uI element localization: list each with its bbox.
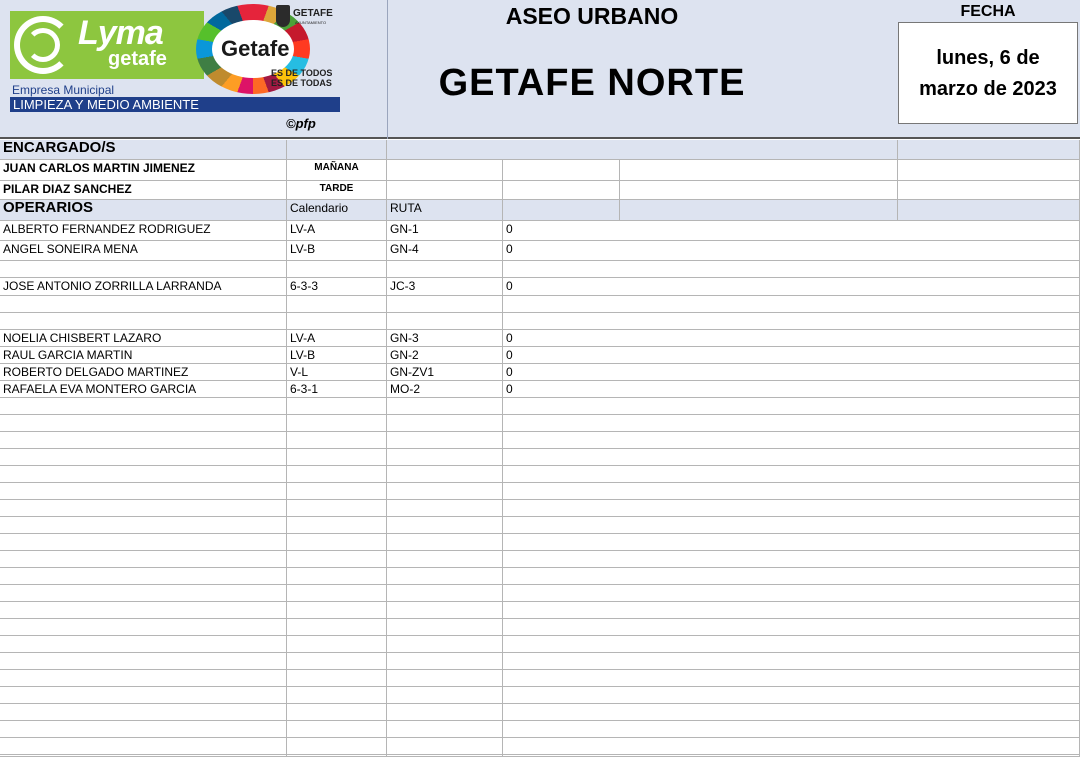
operario-name[interactable] bbox=[0, 261, 287, 277]
cell[interactable] bbox=[287, 415, 387, 431]
cell[interactable] bbox=[387, 517, 503, 533]
cell[interactable] bbox=[387, 466, 503, 482]
empty-row bbox=[0, 432, 1080, 449]
ayuntamiento-text: AYUNTAMIENTO bbox=[295, 20, 327, 25]
encargado-row bbox=[0, 181, 1080, 200]
empty-row bbox=[0, 466, 1080, 483]
cell[interactable] bbox=[0, 687, 287, 703]
cell[interactable] bbox=[503, 449, 1080, 465]
cell[interactable] bbox=[387, 670, 503, 686]
operario-valor[interactable]: 0 bbox=[503, 381, 1080, 397]
cell[interactable] bbox=[287, 398, 387, 414]
cell[interactable] bbox=[287, 721, 387, 737]
cell[interactable] bbox=[387, 738, 503, 754]
operario-ruta[interactable]: MO-2 bbox=[387, 381, 503, 397]
fecha-value bbox=[899, 43, 1077, 105]
encargado-name[interactable]: JUAN CARLOS MARTIN JIMENEZ bbox=[0, 160, 287, 180]
encargado-turno[interactable]: MAÑANA bbox=[287, 160, 387, 180]
cell[interactable] bbox=[387, 687, 503, 703]
cell[interactable] bbox=[287, 449, 387, 465]
cell[interactable] bbox=[503, 534, 1080, 550]
cell[interactable] bbox=[0, 636, 287, 652]
operario-calendario[interactable] bbox=[287, 313, 387, 329]
cell[interactable] bbox=[0, 398, 287, 414]
cell[interactable] bbox=[387, 551, 503, 567]
cell[interactable] bbox=[503, 653, 1080, 669]
empty-row bbox=[0, 704, 1080, 721]
page-subtitle: GETAFE NORTE bbox=[438, 62, 746, 104]
slogan bbox=[271, 68, 332, 88]
empty-row bbox=[0, 670, 1080, 687]
operario-name[interactable]: JOSE ANTONIO ZORRILLA LARRANDA bbox=[0, 278, 287, 295]
cell[interactable] bbox=[287, 670, 387, 686]
encargado-name[interactable]: PILAR DIAZ SANCHEZ bbox=[0, 181, 287, 199]
cell[interactable] bbox=[503, 181, 620, 199]
operarios-header-row bbox=[0, 200, 1080, 221]
operario-row bbox=[0, 221, 1080, 241]
operario-name[interactable]: ROBERTO DELGADO MARTINEZ bbox=[0, 364, 287, 380]
cell[interactable] bbox=[0, 721, 287, 737]
operario-ruta[interactable] bbox=[387, 261, 503, 277]
operario-row bbox=[0, 381, 1080, 398]
operario-ruta[interactable] bbox=[387, 296, 503, 312]
cell[interactable] bbox=[620, 200, 898, 220]
empty-row bbox=[0, 483, 1080, 500]
cell[interactable] bbox=[387, 653, 503, 669]
empty-row bbox=[0, 517, 1080, 534]
cell[interactable] bbox=[898, 160, 1080, 180]
cell[interactable] bbox=[287, 534, 387, 550]
cell[interactable] bbox=[387, 398, 503, 414]
lyma-logo-sub: getafe bbox=[108, 48, 167, 70]
cell[interactable] bbox=[0, 500, 287, 516]
cell[interactable] bbox=[503, 551, 1080, 567]
cell[interactable] bbox=[287, 636, 387, 652]
copyright-pfp: ©pfp bbox=[286, 116, 316, 131]
cell[interactable] bbox=[0, 738, 287, 754]
operarios-label[interactable]: OPERARIOS bbox=[0, 200, 287, 220]
calendario-header[interactable]: Calendario bbox=[287, 200, 387, 220]
cell[interactable] bbox=[387, 483, 503, 499]
cell[interactable] bbox=[503, 687, 1080, 703]
getafe-logo-text: Getafe bbox=[221, 36, 290, 61]
cell[interactable] bbox=[503, 200, 620, 220]
operario-valor[interactable] bbox=[503, 313, 1080, 329]
cell[interactable] bbox=[287, 704, 387, 720]
cell[interactable] bbox=[0, 619, 287, 635]
cell[interactable] bbox=[503, 415, 1080, 431]
cell[interactable] bbox=[503, 704, 1080, 720]
encargado-turno[interactable]: TARDE bbox=[287, 181, 387, 199]
cell[interactable] bbox=[387, 181, 503, 199]
cell[interactable] bbox=[0, 517, 287, 533]
cell[interactable] bbox=[503, 755, 1080, 756]
cell[interactable] bbox=[503, 483, 1080, 499]
cell[interactable] bbox=[287, 500, 387, 516]
cell[interactable] bbox=[387, 140, 898, 159]
page-title: ASEO URBANO bbox=[505, 3, 679, 29]
cell[interactable] bbox=[387, 415, 503, 431]
cell[interactable] bbox=[287, 653, 387, 669]
cell[interactable] bbox=[287, 568, 387, 584]
empty-row bbox=[0, 500, 1080, 517]
operario-calendario[interactable]: LV-A bbox=[287, 221, 387, 240]
empty-row bbox=[0, 653, 1080, 670]
cell[interactable] bbox=[503, 432, 1080, 448]
empty-row bbox=[0, 415, 1080, 432]
fecha-cell[interactable] bbox=[898, 22, 1078, 124]
lyma-swirl-inner-icon bbox=[26, 28, 60, 62]
sheet-header bbox=[0, 0, 1080, 139]
operario-valor[interactable] bbox=[503, 261, 1080, 277]
cell[interactable] bbox=[503, 738, 1080, 754]
cell[interactable] bbox=[898, 200, 1080, 220]
empty-row bbox=[0, 449, 1080, 466]
empty-row bbox=[0, 585, 1080, 602]
operario-name[interactable] bbox=[0, 296, 287, 312]
operario-row bbox=[0, 261, 1080, 278]
empty-row bbox=[0, 636, 1080, 653]
cell[interactable] bbox=[387, 534, 503, 550]
slogan-line1: ES DE TODOS bbox=[271, 68, 333, 78]
empty-row bbox=[0, 687, 1080, 704]
operario-row bbox=[0, 241, 1080, 261]
operario-calendario[interactable]: 6-3-3 bbox=[287, 278, 387, 295]
operario-valor[interactable]: 0 bbox=[503, 330, 1080, 346]
operario-ruta[interactable]: GN-1 bbox=[387, 221, 503, 240]
ruta-header[interactable]: RUTA bbox=[387, 200, 503, 220]
empty-row bbox=[0, 738, 1080, 755]
operario-name[interactable] bbox=[0, 313, 287, 329]
cell[interactable] bbox=[287, 585, 387, 601]
cell[interactable] bbox=[0, 551, 287, 567]
operario-name[interactable]: ALBERTO FERNANDEZ RODRIGUEZ bbox=[0, 221, 287, 240]
cell[interactable] bbox=[620, 160, 898, 180]
cell[interactable] bbox=[503, 517, 1080, 533]
cell[interactable] bbox=[287, 619, 387, 635]
cell[interactable] bbox=[387, 602, 503, 618]
cell[interactable] bbox=[503, 721, 1080, 737]
operario-row bbox=[0, 347, 1080, 364]
empresa-label: Empresa Municipal bbox=[12, 83, 115, 97]
cell[interactable] bbox=[287, 551, 387, 567]
cell[interactable] bbox=[287, 517, 387, 533]
cell[interactable] bbox=[287, 602, 387, 618]
operario-calendario[interactable]: 6-3-1 bbox=[287, 381, 387, 397]
cell[interactable] bbox=[287, 466, 387, 482]
cell[interactable] bbox=[0, 483, 287, 499]
cell[interactable] bbox=[0, 432, 287, 448]
operario-name[interactable]: ANGEL SONEIRA MENA bbox=[0, 241, 287, 260]
cell[interactable] bbox=[387, 704, 503, 720]
cell[interactable] bbox=[0, 653, 287, 669]
operario-name[interactable]: RAUL GARCIA MARTIN bbox=[0, 347, 287, 363]
operario-name[interactable]: RAFAELA EVA MONTERO GARCIA bbox=[0, 381, 287, 397]
cell[interactable] bbox=[387, 721, 503, 737]
fecha-label: FECHA bbox=[960, 3, 1016, 20]
cell[interactable] bbox=[387, 636, 503, 652]
cell[interactable] bbox=[503, 636, 1080, 652]
empty-row bbox=[0, 619, 1080, 636]
operario-ruta[interactable]: GN-3 bbox=[387, 330, 503, 346]
cell[interactable] bbox=[287, 687, 387, 703]
cell[interactable] bbox=[0, 415, 287, 431]
cell[interactable] bbox=[287, 432, 387, 448]
cell[interactable] bbox=[387, 755, 503, 756]
cell[interactable] bbox=[0, 534, 287, 550]
operario-valor[interactable]: 0 bbox=[503, 241, 1080, 260]
cell[interactable] bbox=[387, 449, 503, 465]
operario-valor[interactable]: 0 bbox=[503, 347, 1080, 363]
cell[interactable] bbox=[287, 140, 387, 159]
cell[interactable] bbox=[387, 568, 503, 584]
lyma-logo-text: Lyma bbox=[78, 14, 163, 52]
cell[interactable] bbox=[0, 670, 287, 686]
cell[interactable] bbox=[0, 755, 287, 756]
cell[interactable] bbox=[0, 466, 287, 482]
cell[interactable] bbox=[387, 160, 503, 180]
cell[interactable] bbox=[287, 483, 387, 499]
cell[interactable] bbox=[503, 398, 1080, 414]
cell[interactable] bbox=[387, 585, 503, 601]
operario-name[interactable]: NOELIA CHISBERT LAZARO bbox=[0, 330, 287, 346]
cell[interactable] bbox=[898, 140, 1080, 159]
empty-row bbox=[0, 721, 1080, 738]
cell[interactable] bbox=[503, 568, 1080, 584]
cell[interactable] bbox=[387, 500, 503, 516]
operario-valor[interactable]: 0 bbox=[503, 221, 1080, 240]
operario-valor[interactable] bbox=[503, 296, 1080, 312]
encargados-label[interactable]: ENCARGADO/S bbox=[0, 140, 287, 159]
cell[interactable] bbox=[503, 500, 1080, 516]
cell[interactable] bbox=[503, 602, 1080, 618]
cell[interactable] bbox=[387, 619, 503, 635]
operario-ruta[interactable]: GN-4 bbox=[387, 241, 503, 260]
cell[interactable] bbox=[503, 160, 620, 180]
cell[interactable] bbox=[287, 755, 387, 756]
cell[interactable] bbox=[620, 181, 898, 199]
cell[interactable] bbox=[0, 602, 287, 618]
operario-row bbox=[0, 330, 1080, 347]
operario-calendario[interactable]: LV-B bbox=[287, 347, 387, 363]
cell[interactable] bbox=[0, 704, 287, 720]
limpieza-band: LIMPIEZA Y MEDIO AMBIENTE bbox=[10, 97, 340, 112]
cell[interactable] bbox=[287, 738, 387, 754]
cell[interactable] bbox=[0, 585, 287, 601]
operario-row bbox=[0, 296, 1080, 313]
operario-calendario[interactable] bbox=[287, 261, 387, 277]
operario-ruta[interactable]: JC-3 bbox=[387, 278, 503, 295]
operario-valor[interactable]: 0 bbox=[503, 364, 1080, 380]
getafe-small-text: GETAFE bbox=[293, 8, 333, 19]
cell[interactable] bbox=[503, 670, 1080, 686]
operario-row bbox=[0, 364, 1080, 381]
slogan-line2: ES DE TODAS bbox=[271, 78, 332, 88]
encargados-header-row bbox=[0, 140, 1080, 160]
cell[interactable] bbox=[0, 568, 287, 584]
cell[interactable] bbox=[503, 585, 1080, 601]
cell[interactable] bbox=[503, 619, 1080, 635]
fecha-line1: lunes, 6 de bbox=[936, 47, 1040, 69]
empty-row bbox=[0, 398, 1080, 415]
cell[interactable] bbox=[387, 432, 503, 448]
operario-calendario[interactable] bbox=[287, 296, 387, 312]
getafe-crest-icon bbox=[276, 5, 290, 27]
operario-ruta[interactable]: GN-2 bbox=[387, 347, 503, 363]
encargado-row bbox=[0, 160, 1080, 181]
cell[interactable] bbox=[0, 449, 287, 465]
operario-calendario[interactable]: V-L bbox=[287, 364, 387, 380]
cell[interactable] bbox=[503, 466, 1080, 482]
operario-row bbox=[0, 313, 1080, 330]
empty-row bbox=[0, 534, 1080, 551]
fecha-line2: marzo de 2023 bbox=[919, 78, 1057, 100]
operario-calendario[interactable]: LV-B bbox=[287, 241, 387, 260]
cell[interactable] bbox=[898, 181, 1080, 199]
operario-ruta[interactable]: GN-ZV1 bbox=[387, 364, 503, 380]
operario-ruta[interactable] bbox=[387, 313, 503, 329]
empty-row bbox=[0, 602, 1080, 619]
empty-row bbox=[0, 568, 1080, 585]
operario-row bbox=[0, 278, 1080, 296]
operario-calendario[interactable]: LV-A bbox=[287, 330, 387, 346]
operario-valor[interactable]: 0 bbox=[503, 278, 1080, 295]
empty-row bbox=[0, 551, 1080, 568]
